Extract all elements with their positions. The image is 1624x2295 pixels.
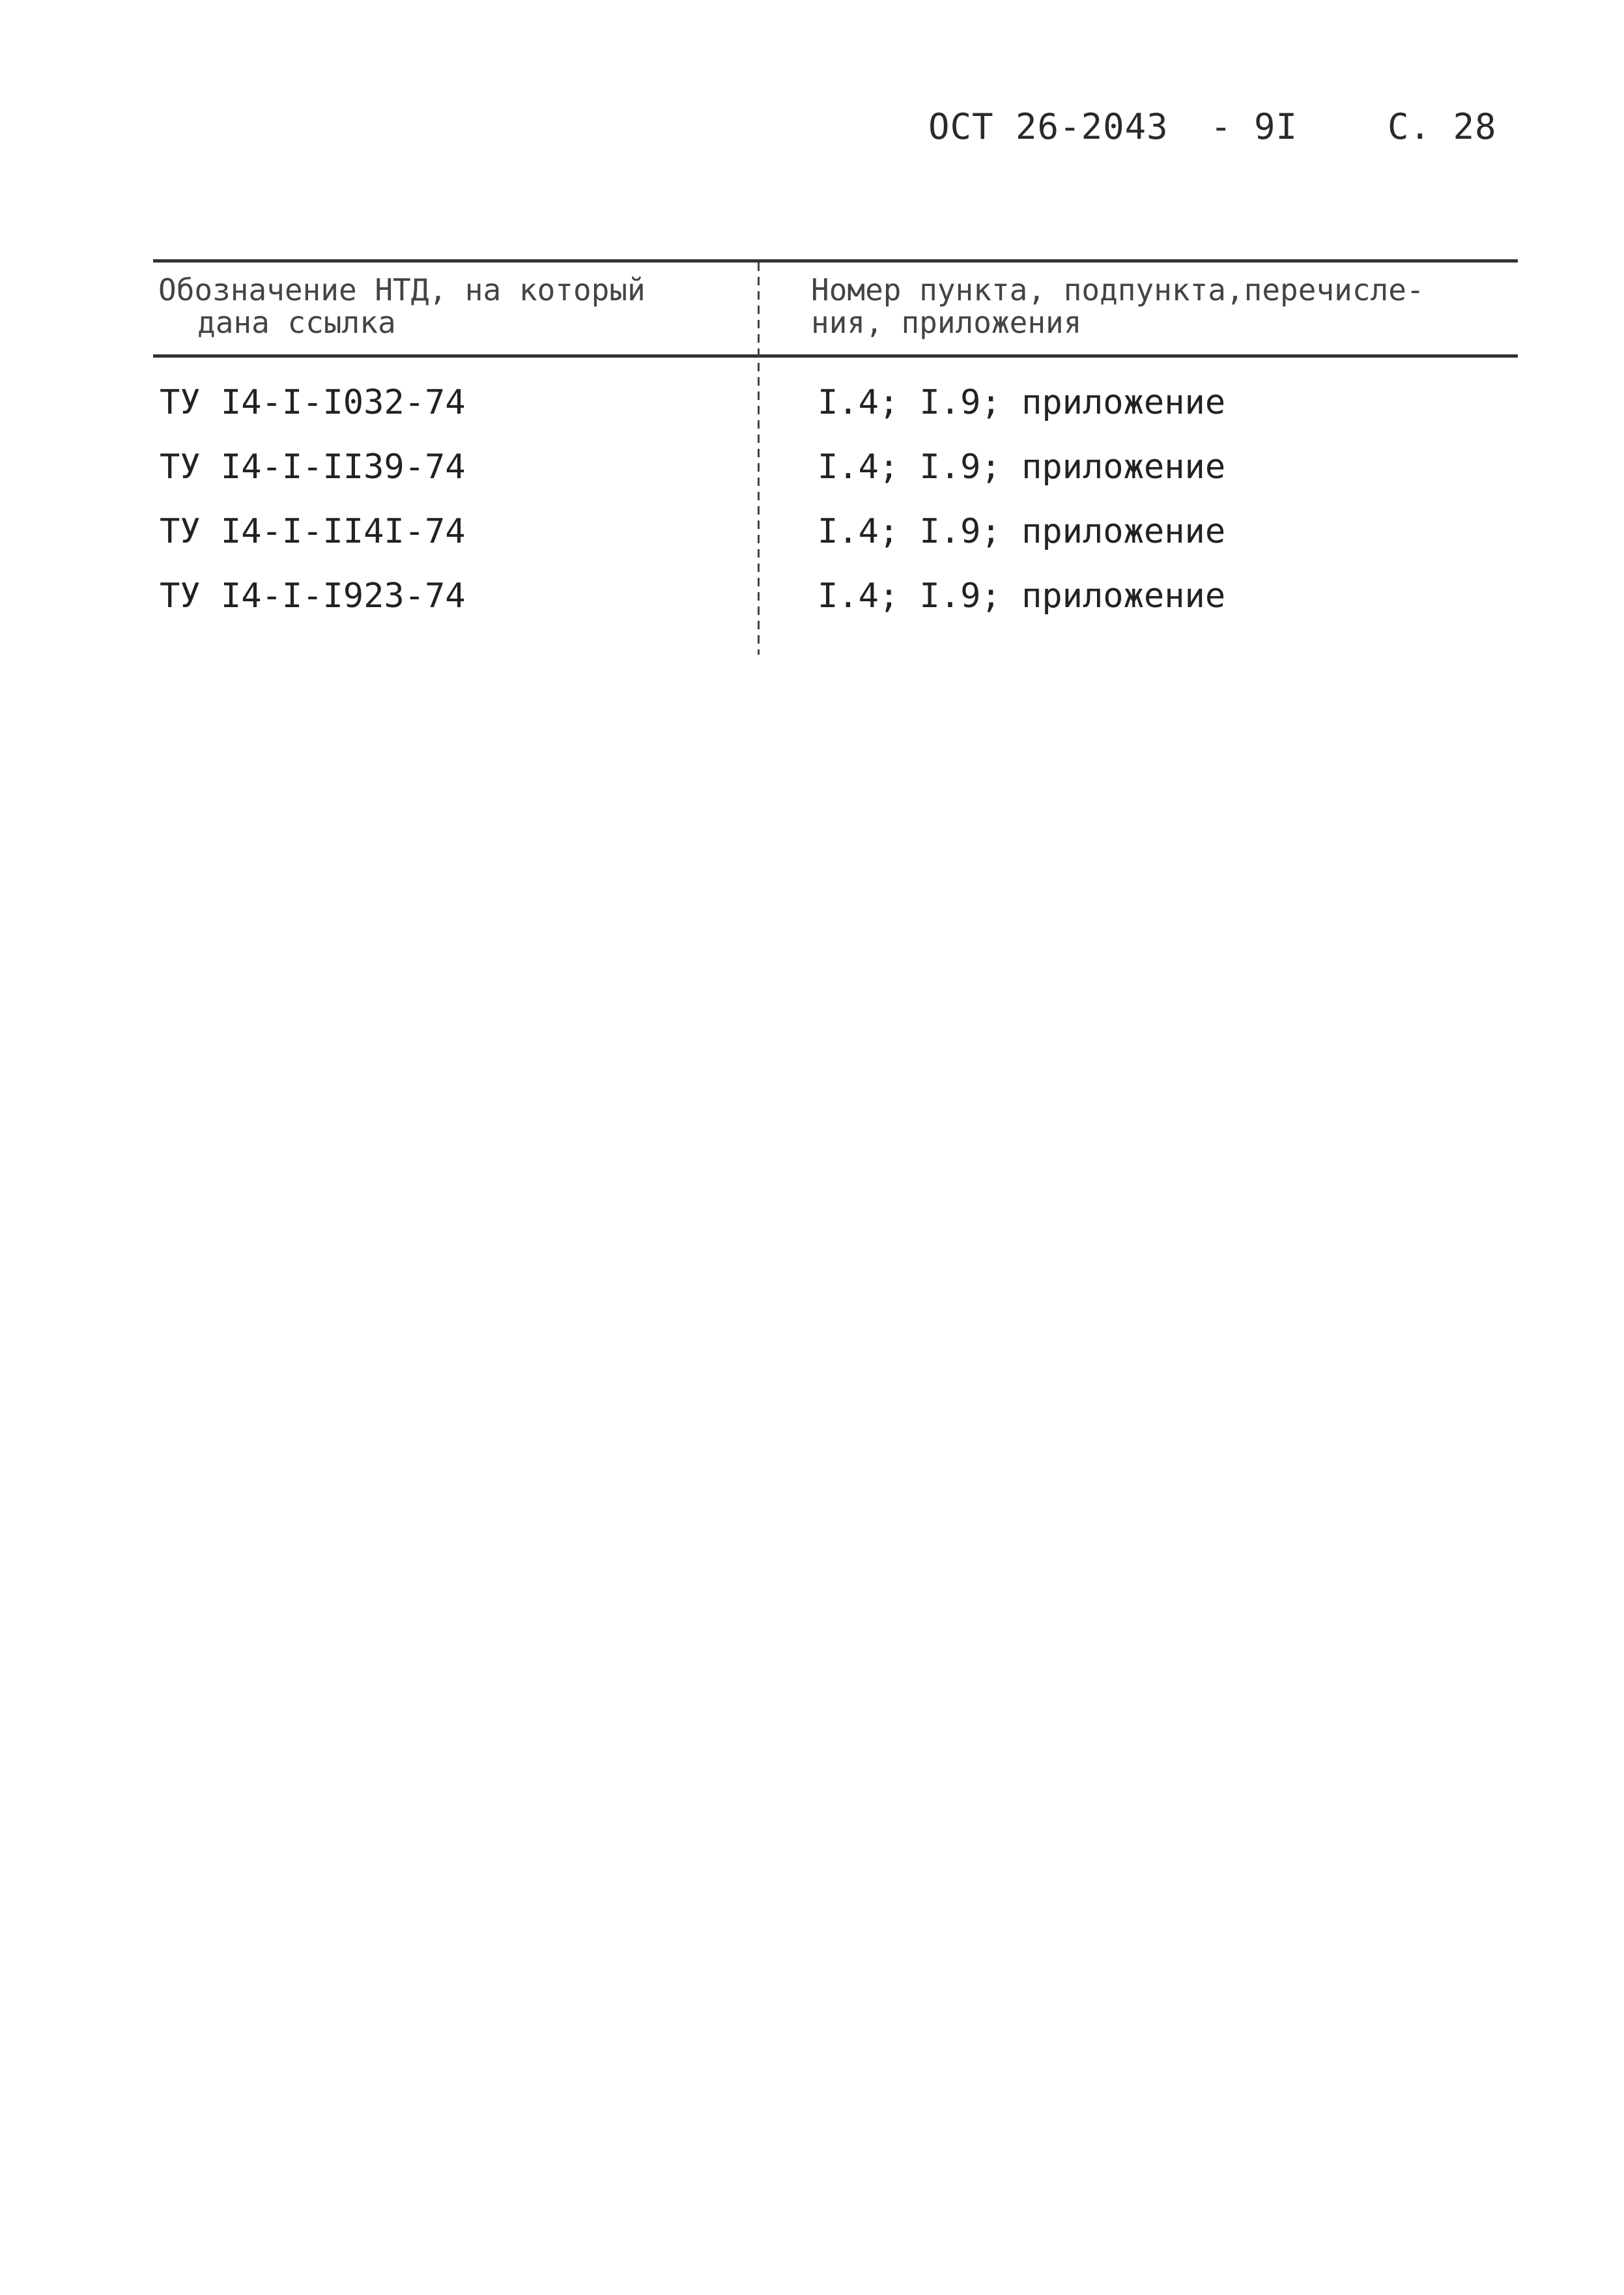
standard-year: - 9I xyxy=(1210,106,1298,147)
column-header-line: дана ссылка xyxy=(197,305,396,340)
table-row xyxy=(153,380,1518,444)
designation-cell: ТУ I4-I-I923-74 xyxy=(160,577,466,616)
table-body xyxy=(153,380,1518,638)
designation-cell: ТУ I4-I-I032-74 xyxy=(160,383,466,422)
designation-cell: ТУ I4-I-II4I-74 xyxy=(160,512,466,551)
table-row xyxy=(153,444,1518,509)
page-header xyxy=(928,104,1515,150)
column-header-line: Обозначение НТД, на который xyxy=(158,272,646,307)
table-row xyxy=(153,509,1518,573)
column-header-designation xyxy=(158,274,646,339)
reference-cell: I.4; I.9; приложение xyxy=(818,577,1226,616)
reference-cell: I.4; I.9; приложение xyxy=(818,512,1226,551)
table-row xyxy=(153,573,1518,638)
reference-cell: I.4; I.9; приложение xyxy=(818,383,1226,422)
table-top-rule xyxy=(153,259,1518,263)
table-header-rule xyxy=(153,354,1518,358)
reference-cell: I.4; I.9; приложение xyxy=(818,448,1226,487)
column-header-line: Номер пункта, подпункта,перечисле- xyxy=(811,272,1425,307)
standard-code: ОСТ 26-2043 xyxy=(928,106,1169,147)
designation-cell: ТУ I4-I-II39-74 xyxy=(160,448,466,487)
column-header-reference xyxy=(811,274,1425,339)
column-header-line: ния, приложения xyxy=(811,305,1082,340)
page-number: С. 28 xyxy=(1388,106,1497,147)
